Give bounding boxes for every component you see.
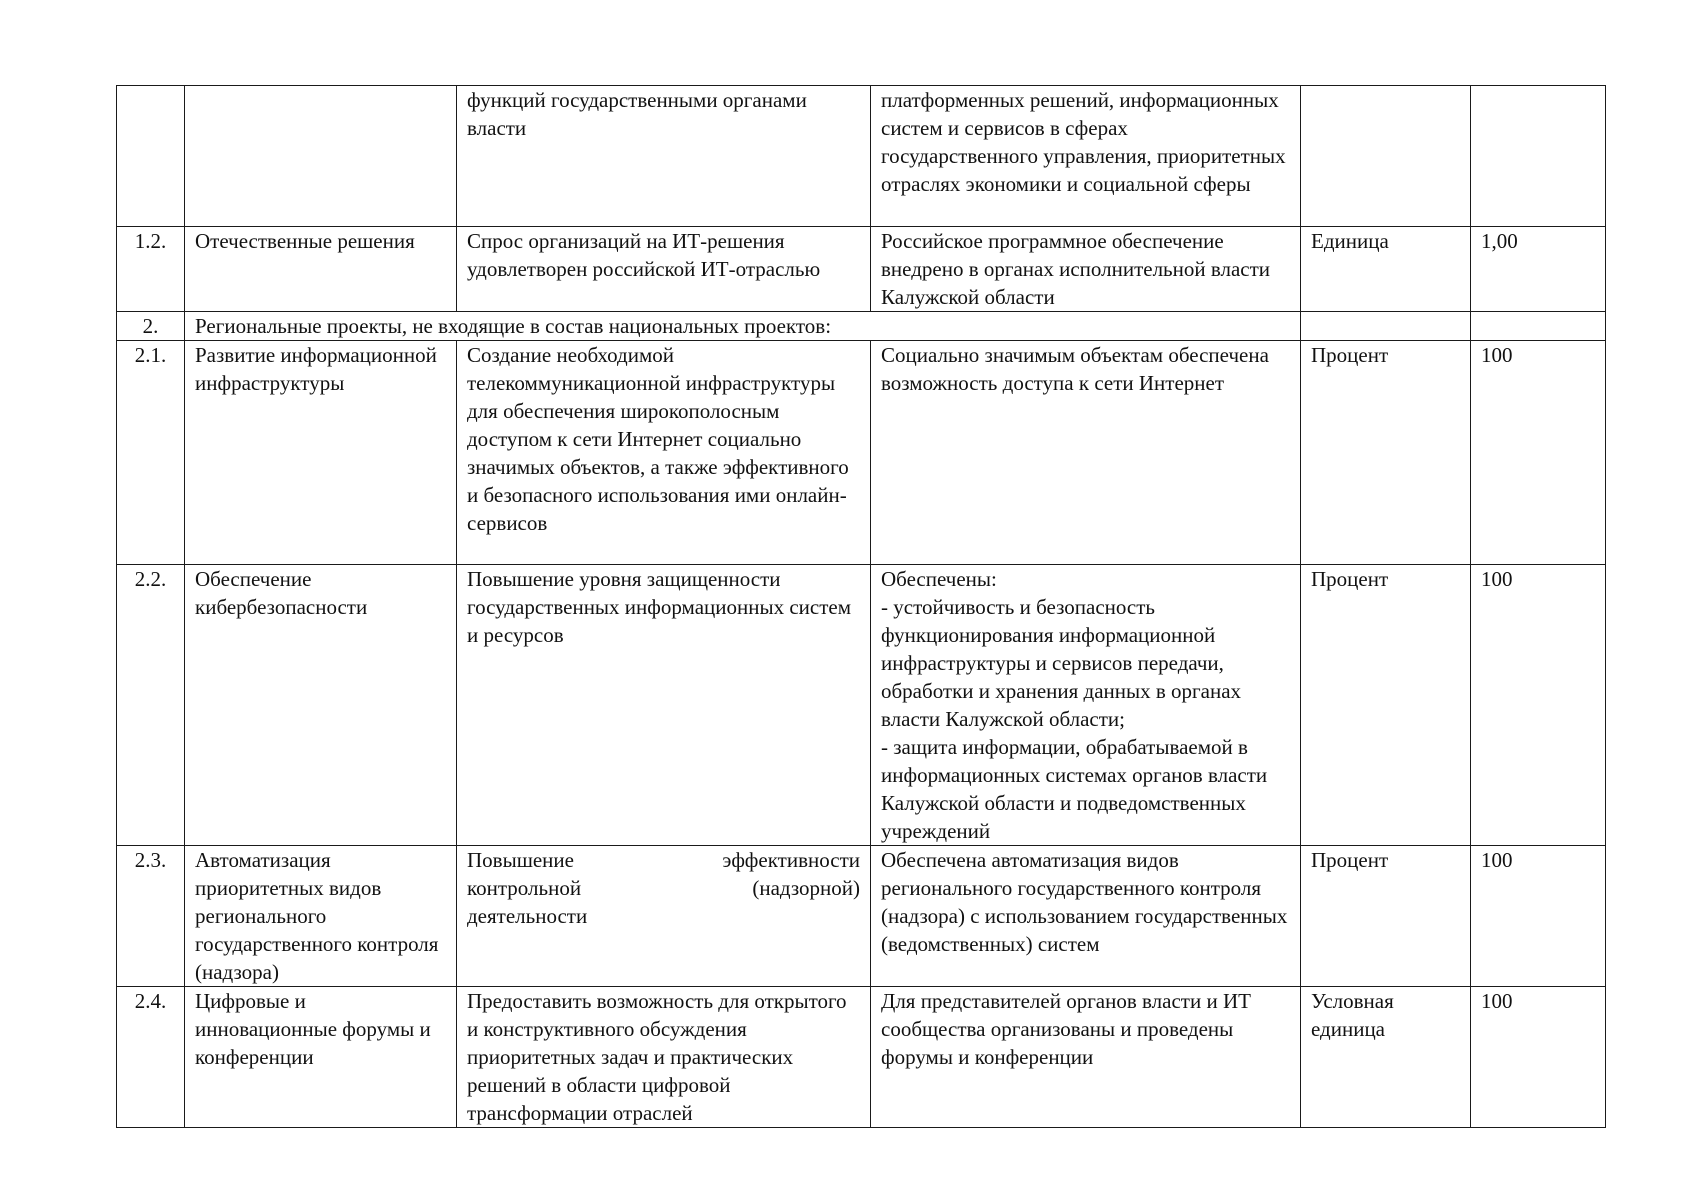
project-result: Российское программное обеспечение внедрено в органах исполнительной власти Калужской области bbox=[871, 227, 1301, 312]
project-name: Отечественные решения bbox=[185, 227, 457, 312]
table-row bbox=[117, 846, 1606, 987]
project-result: Для представителей органов власти и ИТ сообщества организованы и проведены форумы и конференции bbox=[871, 987, 1301, 1128]
project-goal: Повышение уровня защищенности государственных информационных систем и ресурсов bbox=[457, 565, 871, 846]
goal-line: контрольной (надзорной) bbox=[467, 876, 860, 900]
value: 100 bbox=[1471, 846, 1606, 987]
table-row bbox=[117, 86, 1606, 227]
project-goal: Предоставить возможность для открытого и конструктивного обсуждения приоритетных задач и практических решений в области цифровой трансформации отраслей bbox=[457, 987, 871, 1128]
value: 100 bbox=[1471, 565, 1606, 846]
table-row bbox=[117, 987, 1606, 1128]
value bbox=[1471, 86, 1606, 227]
row-number: 2.2. bbox=[117, 565, 185, 846]
value: 1,00 bbox=[1471, 227, 1606, 312]
project-goal bbox=[457, 846, 871, 987]
unit bbox=[1301, 312, 1471, 341]
unit: Процент bbox=[1301, 341, 1471, 565]
project-result: Обеспечены: - устойчивость и безопасность функционирования информационной инфраструктуры и сервисов передачи, обработки и хранения данных в органах власти Калужской области; - защита информации, обрабатываемой в информационных системах органов власти Калужской области и подведомственных учреждений bbox=[871, 565, 1301, 846]
project-name bbox=[185, 86, 457, 227]
project-goal: Спрос организаций на ИТ-решения удовлетворен российской ИТ-отраслью bbox=[457, 227, 871, 312]
row-number: 2.3. bbox=[117, 846, 185, 987]
value: 100 bbox=[1471, 341, 1606, 565]
value bbox=[1471, 312, 1606, 341]
project-goal: функций государственными органами власти bbox=[457, 86, 871, 227]
row-number: 1.2. bbox=[117, 227, 185, 312]
goal-line: Повышение эффективности bbox=[467, 848, 860, 872]
project-name: Цифровые и инновационные форумы и конференции bbox=[185, 987, 457, 1128]
unit: Процент bbox=[1301, 565, 1471, 846]
section-row bbox=[117, 312, 1606, 341]
project-name: Обеспечение кибербезопасности bbox=[185, 565, 457, 846]
project-name: Развитие информационной инфраструктуры bbox=[185, 341, 457, 565]
row-number: 2. bbox=[117, 312, 185, 341]
value: 100 bbox=[1471, 987, 1606, 1128]
project-result: платформенных решений, информационных систем и сервисов в сферах государственного управления, приоритетных отраслях экономики и социальной сферы bbox=[871, 86, 1301, 227]
project-result: Обеспечена автоматизация видов регионального государственного контроля (надзора) с использованием государственных (ведомственных) систем bbox=[871, 846, 1301, 987]
indicators-table bbox=[116, 85, 1606, 1128]
project-name: Автоматизация приоритетных видов регионального государственного контроля (надзора) bbox=[185, 846, 457, 987]
unit bbox=[1301, 86, 1471, 227]
goal-line: деятельности bbox=[467, 904, 588, 928]
unit: Условная единица bbox=[1301, 987, 1471, 1128]
unit: Единица bbox=[1301, 227, 1471, 312]
row-number: 2.1. bbox=[117, 341, 185, 565]
table-row bbox=[117, 227, 1606, 312]
row-number bbox=[117, 86, 185, 227]
row-number: 2.4. bbox=[117, 987, 185, 1128]
project-result: Социально значимым объектам обеспечена возможность доступа к сети Интернет bbox=[871, 341, 1301, 565]
unit: Процент bbox=[1301, 846, 1471, 987]
table-row bbox=[117, 341, 1606, 565]
project-goal: Создание необходимой телекоммуникационной инфраструктуры для обеспечения широкополосным доступом к сети Интернет социально значимых объектов, а также эффективного и безопасного использования ими онлайн-сервисов bbox=[457, 341, 871, 565]
table-row bbox=[117, 565, 1606, 846]
section-title: Региональные проекты, не входящие в состав национальных проектов: bbox=[185, 312, 1301, 341]
